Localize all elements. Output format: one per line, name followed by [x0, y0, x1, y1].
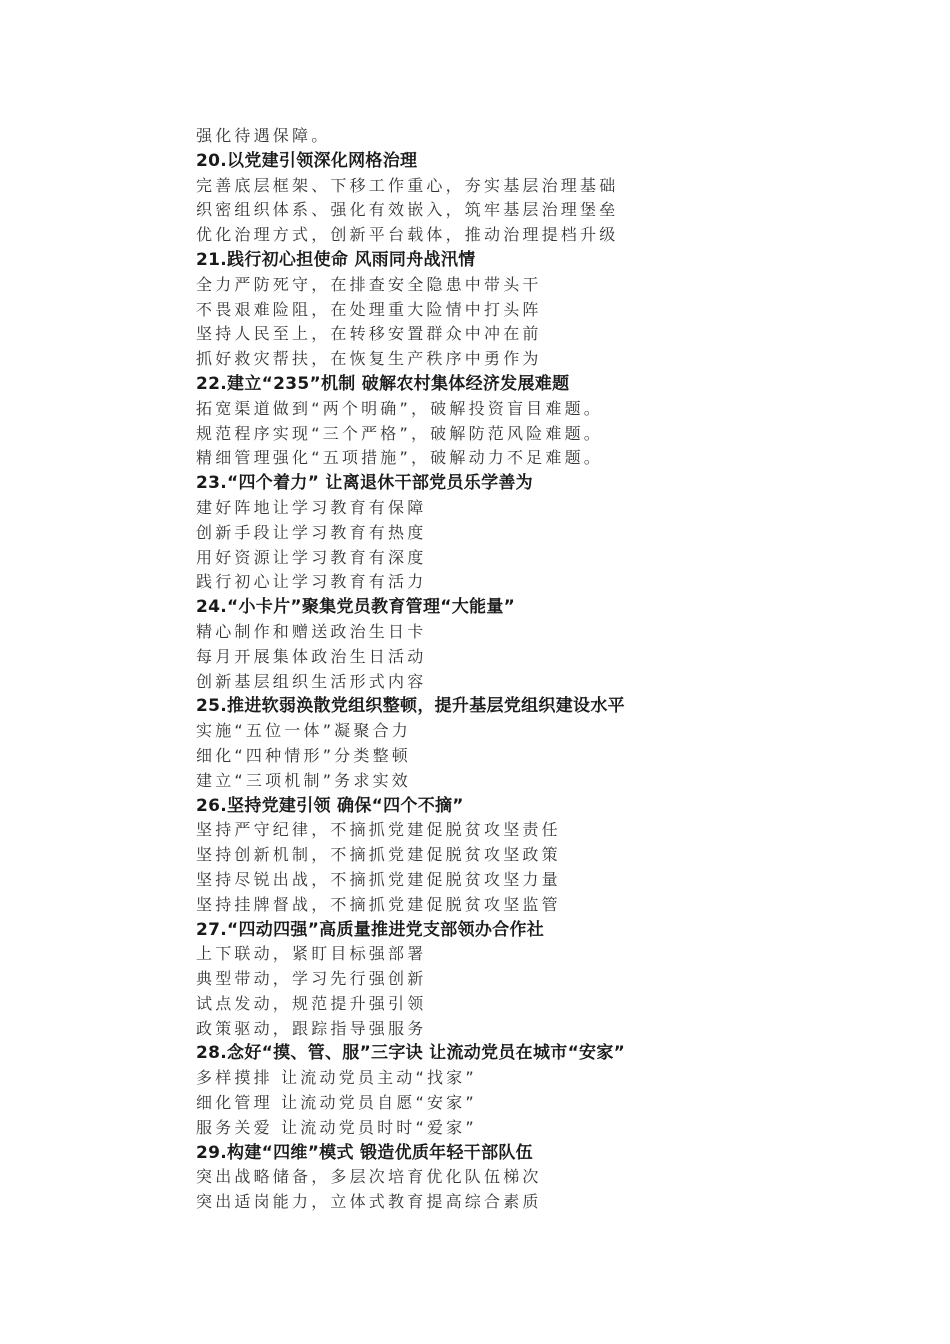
body-text-line: 不畏艰难险阻，在处理重大险情中打头阵: [196, 299, 542, 319]
body-text-line: 织密组织体系、强化有效嵌入，筑牢基层治理堡垒: [196, 200, 619, 220]
body-text-line: 每月开展集体政治生日活动: [196, 646, 427, 666]
body-text-line: 坚持严守纪律，不摘抓党建促脱贫攻坚责任: [196, 820, 561, 840]
section-heading: 29.构建“四维”模式 锻造优质年轻干部队伍: [196, 1142, 533, 1163]
body-text-line: 典型带动，学习先行强创新: [196, 969, 427, 989]
body-text-line: 突出战略储备，多层次培育优化队伍梯次: [196, 1167, 542, 1187]
body-text-line: 精心制作和赠送政治生日卡: [196, 621, 427, 641]
body-text-line: 突出适岗能力，立体式教育提高综合素质: [196, 1192, 542, 1212]
body-text-line: 试点发动，规范提升强引领: [196, 993, 427, 1013]
section-heading: 21.践行初心担使命 风雨同舟战汛情: [196, 249, 476, 270]
body-text-line: 上下联动，紧盯目标强部署: [196, 944, 427, 964]
section-heading: 27.“四动四强”高质量推进党支部领办合作社: [196, 919, 545, 940]
body-text-line: 实施“五位一体”凝聚合力: [196, 721, 411, 741]
body-text-line: 细化管理 让流动党员自愿“安家”: [196, 1093, 477, 1113]
body-text-line: 抓好救灾帮扶，在恢复生产秩序中勇作为: [196, 349, 542, 369]
body-text-line: 政策驱动，跟踪指导强服务: [196, 1018, 427, 1038]
body-text-line: 建好阵地让学习教育有保障: [196, 497, 427, 517]
body-text-line: 优化治理方式，创新平台载体，推动治理提档升级: [196, 225, 619, 245]
body-text-line: 完善底层框架、下移工作重心，夯实基层治理基础: [196, 175, 619, 195]
document-page: [196, 124, 756, 1215]
section-heading: 24.“小卡片”聚集党员教育管理“大能量”: [196, 597, 516, 618]
body-text-line: 精细管理强化“五项措施”，破解动力不足难题。: [196, 448, 603, 468]
body-text-line: 创新基层组织生活形式内容: [196, 671, 427, 691]
body-text-line: 创新手段让学习教育有热度: [196, 522, 427, 542]
body-text-line: 坚持挂牌督战，不摘抓党建促脱贫攻坚监管: [196, 894, 561, 914]
body-text-line: 全力严防死守，在排查安全隐患中带头干: [196, 274, 542, 294]
section-heading: 25.推进软弱涣散党组织整顿，提升基层党组织建设水平: [196, 696, 625, 717]
section-heading: 23.“四个着力” 让离退休干部党员乐学善为: [196, 473, 533, 494]
body-text-line: 用好资源让学习教育有深度: [196, 547, 427, 567]
body-text-line: 坚持尽锐出战，不摘抓党建促脱贫攻坚力量: [196, 869, 561, 889]
body-text-line: 坚持创新机制，不摘抓党建促脱贫攻坚政策: [196, 845, 561, 865]
body-text-line: 拓宽渠道做到“两个明确”，破解投资盲目难题。: [196, 398, 603, 418]
body-text-line: 践行初心让学习教育有活力: [196, 572, 427, 592]
body-text-line: 服务关爱 让流动党员时时“爱家”: [196, 1117, 477, 1137]
body-text-line: 建立“三项机制”务求实效: [196, 770, 411, 790]
body-text-line: 细化“四种情形”分类整顿: [196, 745, 411, 765]
body-text-line: 强化待遇保障。: [196, 126, 331, 145]
body-text-line: 坚持人民至上，在转移安置群众中冲在前: [196, 324, 542, 344]
section-heading: 22.建立“235”机制 破解农村集体经济发展难题: [196, 373, 570, 394]
body-text-line: 多样摸排 让流动党员主动“找家”: [196, 1068, 477, 1088]
section-heading: 20.以党建引领深化网格治理: [196, 150, 418, 171]
body-text-line: 规范程序实现“三个严格”，破解防范风险难题。: [196, 423, 603, 443]
section-heading: 28.念好“摸、管、服”三字诀 让流动党员在城市“安家”: [196, 1043, 626, 1064]
section-heading: 26.坚持党建引领 确保“四个不摘”: [196, 795, 464, 816]
